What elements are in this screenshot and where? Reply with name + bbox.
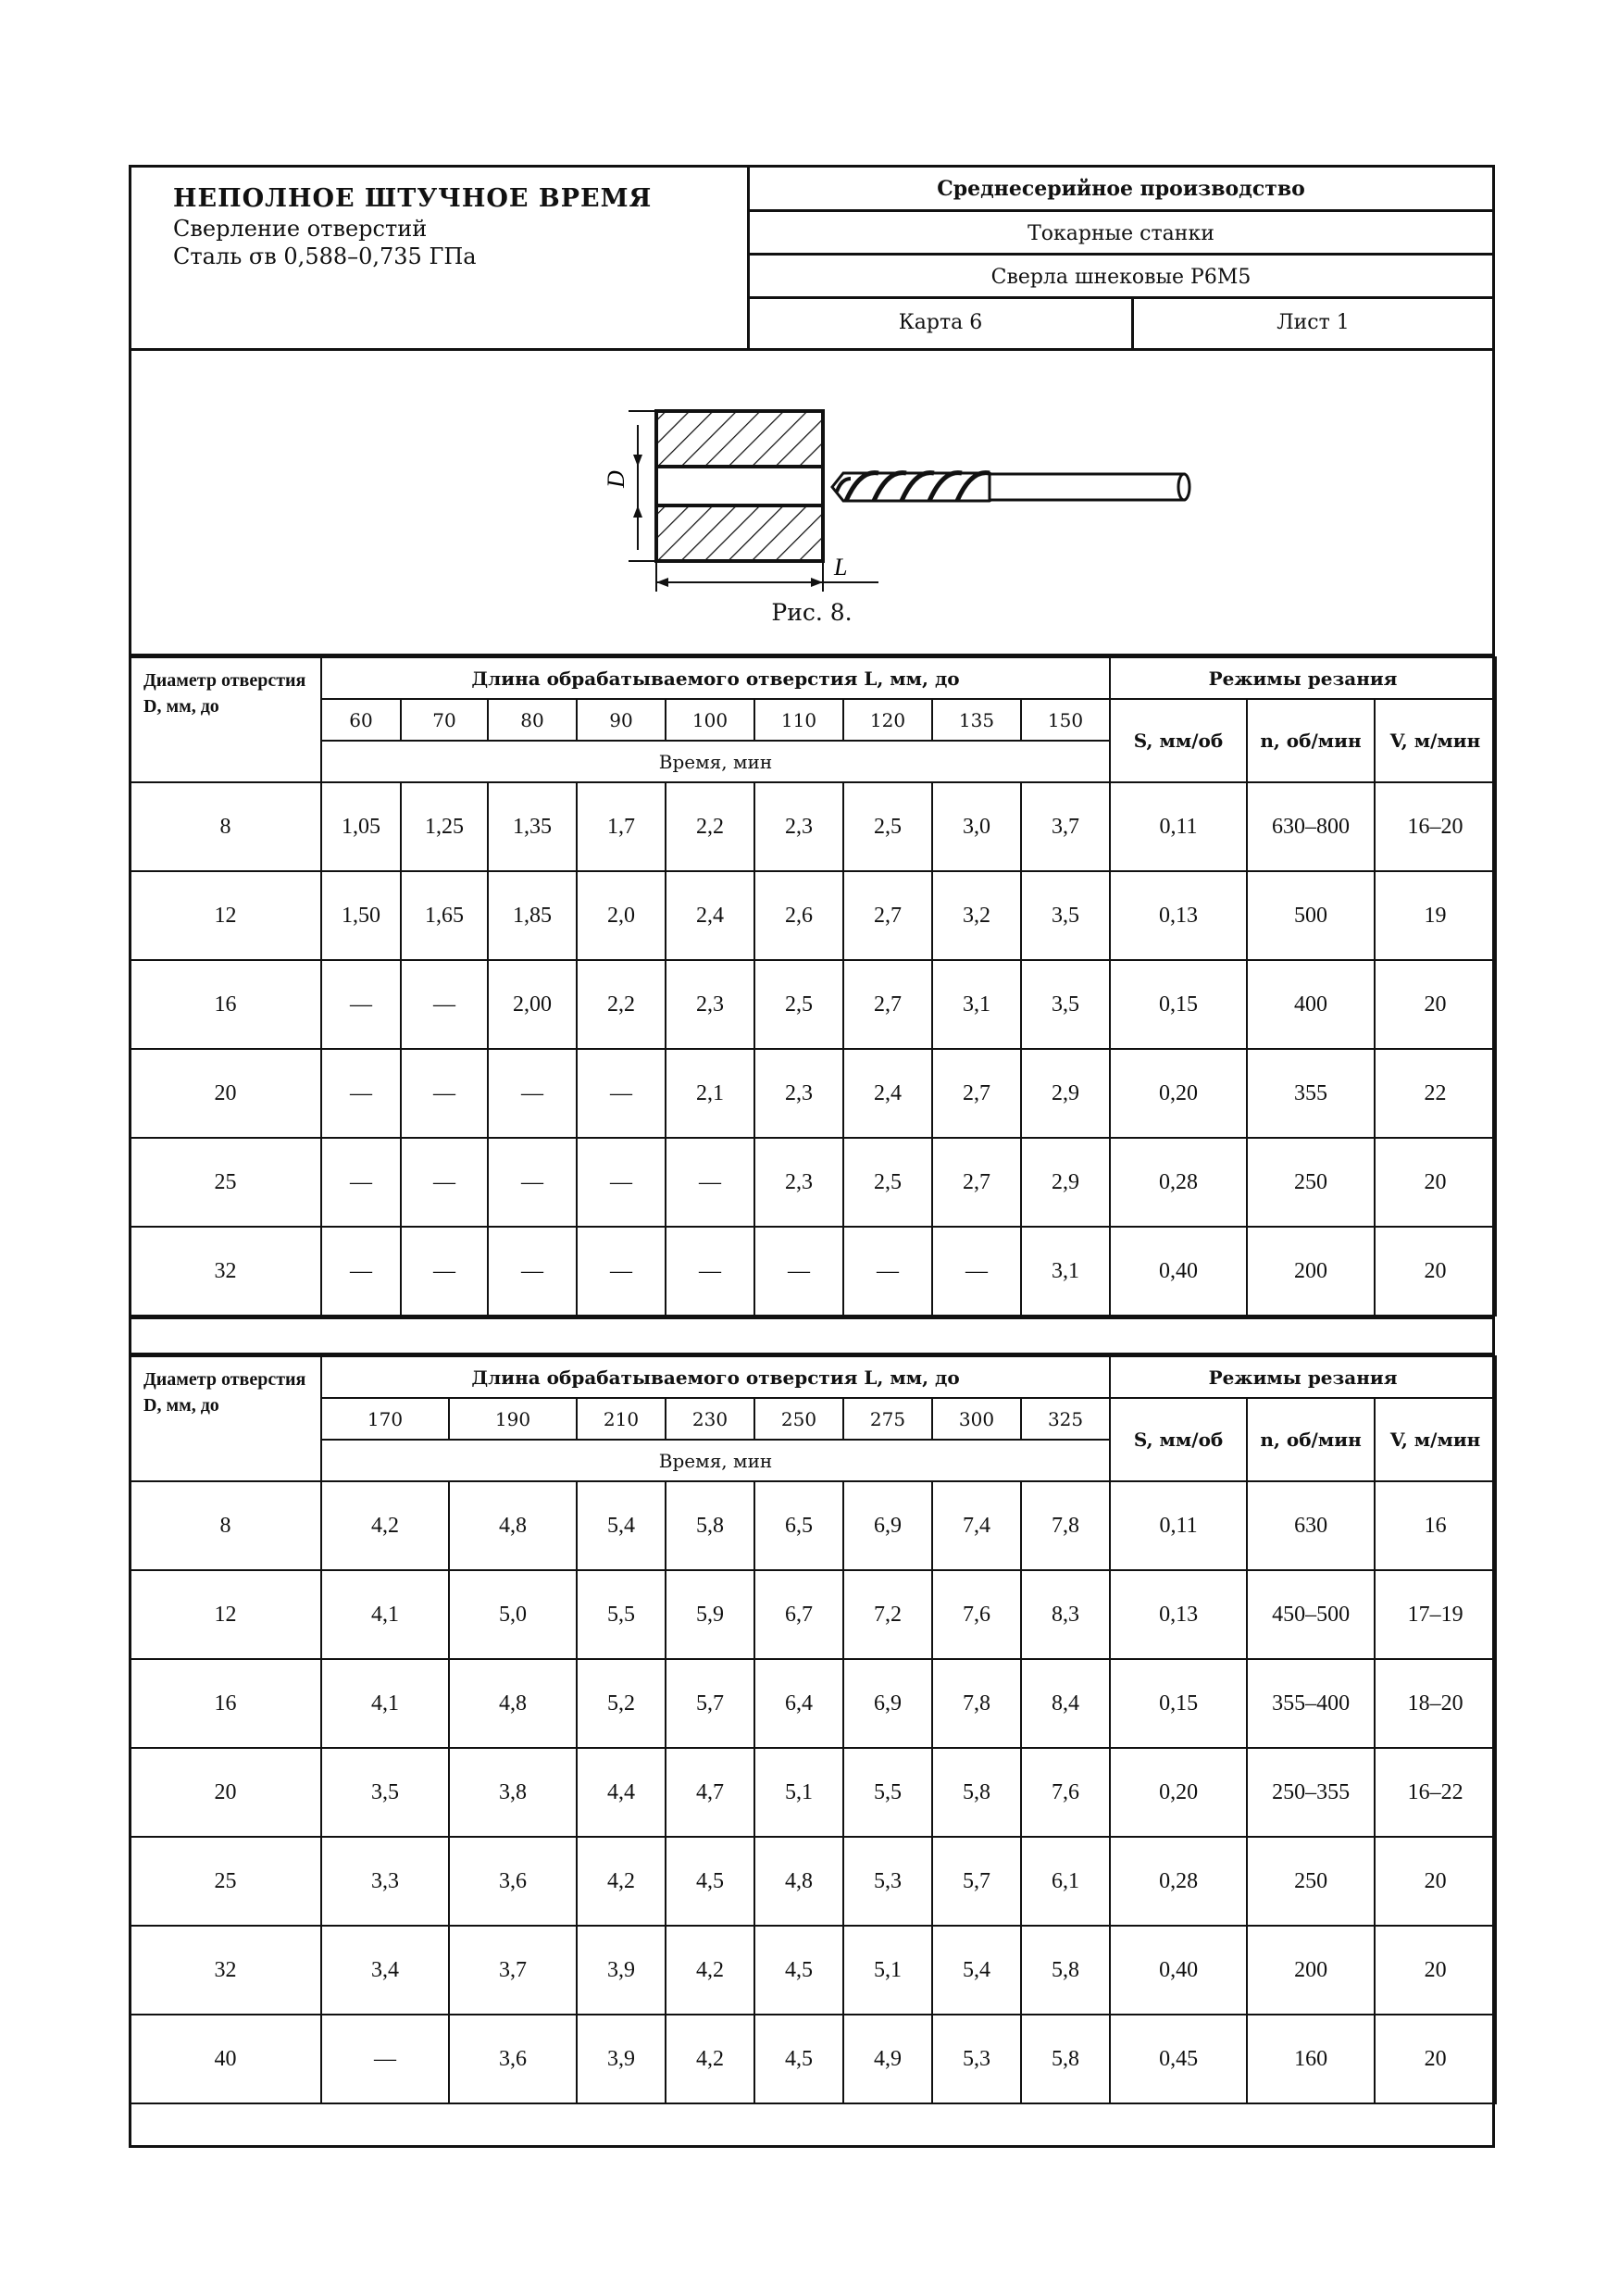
time-cell: 3,7 bbox=[449, 1926, 577, 2015]
table-row bbox=[130, 1227, 1496, 1316]
diameter-cell: 16 bbox=[130, 960, 321, 1049]
time-cell: 3,6 bbox=[449, 2015, 577, 2103]
feed-cell: 0,15 bbox=[1110, 1659, 1247, 1748]
time-cell: 8,4 bbox=[1021, 1659, 1110, 1748]
mode-col-n: n, об/мин bbox=[1247, 699, 1375, 782]
table-row bbox=[130, 2015, 1496, 2103]
drill-diagram bbox=[471, 369, 1304, 592]
time-cell: — bbox=[321, 960, 401, 1049]
table-row bbox=[130, 1837, 1496, 1926]
mode-col-v: V, м/мин bbox=[1375, 1398, 1496, 1481]
time-cell: 2,3 bbox=[754, 1138, 843, 1227]
time-cell: 7,8 bbox=[932, 1659, 1021, 1748]
cutting-speed-cell: 20 bbox=[1375, 1926, 1496, 2015]
time-cell: 5,8 bbox=[666, 1481, 754, 1570]
material-text: Сталь σв 0,588–0,735 ГПа bbox=[173, 243, 477, 269]
time-cell: — bbox=[401, 1227, 488, 1316]
doc-title: НЕПОЛНОЕ ШТУЧНОЕ ВРЕМЯ bbox=[173, 184, 653, 213]
table-row bbox=[130, 782, 1496, 871]
time-cell: 4,5 bbox=[754, 1926, 843, 2015]
time-cell: 2,7 bbox=[932, 1049, 1021, 1138]
time-cell: 2,3 bbox=[754, 1049, 843, 1138]
time-cell: 5,3 bbox=[932, 2015, 1021, 2103]
time-cell: 2,9 bbox=[1021, 1138, 1110, 1227]
feed-cell: 0,13 bbox=[1110, 1570, 1247, 1659]
length-header: Длина обрабатываемого отверстия L, мм, до bbox=[321, 1356, 1110, 1398]
length-value: 275 bbox=[843, 1398, 932, 1440]
feed-cell: 0,28 bbox=[1110, 1837, 1247, 1926]
feed-cell: 0,45 bbox=[1110, 2015, 1247, 2103]
time-cell: 4,7 bbox=[666, 1748, 754, 1837]
table-row bbox=[130, 1748, 1496, 1837]
table-header-row bbox=[130, 1356, 1496, 1398]
length-value: 300 bbox=[932, 1398, 1021, 1440]
feed-cell: 0,15 bbox=[1110, 960, 1247, 1049]
mode-col-s: S, мм/об bbox=[1110, 1398, 1247, 1481]
length-value: 250 bbox=[754, 1398, 843, 1440]
cutting-speed-cell: 20 bbox=[1375, 1837, 1496, 1926]
time-table-1 bbox=[129, 656, 1497, 1316]
time-cell: — bbox=[932, 1227, 1021, 1316]
diameter-header: Диаметр отверстия D, мм, до bbox=[130, 1356, 321, 1481]
speed-rpm-cell: 355 bbox=[1247, 1049, 1375, 1138]
time-cell: 2,1 bbox=[666, 1049, 754, 1138]
length-values-row bbox=[130, 699, 1496, 741]
length-values-row bbox=[130, 1398, 1496, 1440]
time-cell: 2,3 bbox=[754, 782, 843, 871]
time-cell: 2,5 bbox=[843, 1138, 932, 1227]
diameter-cell: 25 bbox=[130, 1837, 321, 1926]
cutting-speed-cell: 22 bbox=[1375, 1049, 1496, 1138]
speed-rpm-cell: 355–400 bbox=[1247, 1659, 1375, 1748]
time-cell: — bbox=[321, 1227, 401, 1316]
time-cell: 4,2 bbox=[666, 2015, 754, 2103]
time-cell: 6,1 bbox=[1021, 1837, 1110, 1926]
diameter-cell: 32 bbox=[130, 1926, 321, 2015]
cutting-speed-cell: 16 bbox=[1375, 1481, 1496, 1570]
cutting-speed-cell: 20 bbox=[1375, 1227, 1496, 1316]
time-cell: 5,8 bbox=[932, 1748, 1021, 1837]
length-header: Длина обрабатываемого отверстия L, мм, до bbox=[321, 657, 1110, 699]
table-body bbox=[130, 782, 1496, 1316]
time-cell: 7,8 bbox=[1021, 1481, 1110, 1570]
length-value: 325 bbox=[1021, 1398, 1110, 1440]
feed-cell: 0,11 bbox=[1110, 782, 1247, 871]
length-value: 190 bbox=[449, 1398, 577, 1440]
time-cell: 3,9 bbox=[577, 2015, 666, 2103]
table-row bbox=[130, 960, 1496, 1049]
time-cell: 4,9 bbox=[843, 2015, 932, 2103]
auger-drill bbox=[832, 473, 1189, 501]
length-value: 70 bbox=[401, 699, 488, 741]
diameter-cell: 16 bbox=[130, 1659, 321, 1748]
time-cell: 1,50 bbox=[321, 871, 401, 960]
table-row bbox=[130, 1049, 1496, 1138]
feed-cell: 0,40 bbox=[1110, 1926, 1247, 2015]
time-cell: 3,5 bbox=[1021, 960, 1110, 1049]
mode-col-s: S, мм/об bbox=[1110, 699, 1247, 782]
time-cell: — bbox=[321, 1138, 401, 1227]
time-cell: — bbox=[401, 960, 488, 1049]
time-cell: 5,1 bbox=[843, 1926, 932, 2015]
table-row bbox=[130, 1481, 1496, 1570]
time-cell: 4,5 bbox=[754, 2015, 843, 2103]
time-cell: 2,2 bbox=[666, 782, 754, 871]
cutting-speed-cell: 19 bbox=[1375, 871, 1496, 960]
time-cell: 2,9 bbox=[1021, 1049, 1110, 1138]
time-cell: 2,0 bbox=[577, 871, 666, 960]
time-header: Время, мин bbox=[321, 741, 1110, 782]
time-cell: 3,3 bbox=[321, 1837, 449, 1926]
time-cell: 5,4 bbox=[577, 1481, 666, 1570]
time-cell: 4,8 bbox=[754, 1837, 843, 1926]
diameter-cell: 12 bbox=[130, 1570, 321, 1659]
feed-cell: 0,11 bbox=[1110, 1481, 1247, 1570]
time-cell: 7,2 bbox=[843, 1570, 932, 1659]
speed-rpm-cell: 630–800 bbox=[1247, 782, 1375, 871]
cutting-speed-cell: 20 bbox=[1375, 960, 1496, 1049]
time-cell: 7,6 bbox=[1021, 1748, 1110, 1837]
time-cell: 1,25 bbox=[401, 782, 488, 871]
cutting-speed-cell: 18–20 bbox=[1375, 1659, 1496, 1748]
time-cell: 5,5 bbox=[577, 1570, 666, 1659]
time-cell: 2,7 bbox=[843, 871, 932, 960]
speed-rpm-cell: 630 bbox=[1247, 1481, 1375, 1570]
figure-caption: Рис. 8. bbox=[771, 599, 853, 626]
length-value: 150 bbox=[1021, 699, 1110, 741]
speed-rpm-cell: 450–500 bbox=[1247, 1570, 1375, 1659]
table-row bbox=[130, 871, 1496, 960]
dimension-d bbox=[603, 411, 656, 561]
time-cell: 2,3 bbox=[666, 960, 754, 1049]
card-number: Карта 6 bbox=[898, 311, 983, 334]
header-block bbox=[129, 165, 1495, 351]
sheet-number: Лист 1 bbox=[1277, 311, 1350, 334]
mode-col-n: n, об/мин bbox=[1247, 1398, 1375, 1481]
modes-header: Режимы резания bbox=[1110, 1356, 1496, 1398]
time-cell: 2,6 bbox=[754, 871, 843, 960]
time-cell: 4,5 bbox=[666, 1837, 754, 1926]
time-cell: — bbox=[488, 1138, 577, 1227]
time-cell: 5,5 bbox=[843, 1748, 932, 1837]
time-cell: 4,2 bbox=[666, 1926, 754, 2015]
length-value: 110 bbox=[754, 699, 843, 741]
time-cell: 2,5 bbox=[843, 782, 932, 871]
length-value: 60 bbox=[321, 699, 401, 741]
diameter-cell: 40 bbox=[130, 2015, 321, 2103]
time-cell: 3,8 bbox=[449, 1748, 577, 1837]
feed-cell: 0,40 bbox=[1110, 1227, 1247, 1316]
length-value: 90 bbox=[577, 699, 666, 741]
table-separator bbox=[129, 1316, 1495, 1355]
time-cell: 1,05 bbox=[321, 782, 401, 871]
cutting-speed-cell: 17–19 bbox=[1375, 1570, 1496, 1659]
time-cell: 2,2 bbox=[577, 960, 666, 1049]
length-value: 100 bbox=[666, 699, 754, 741]
cutting-speed-cell: 20 bbox=[1375, 2015, 1496, 2103]
table-header-row bbox=[130, 657, 1496, 699]
time-cell: 4,8 bbox=[449, 1481, 577, 1570]
time-cell: 2,4 bbox=[666, 871, 754, 960]
diameter-cell: 12 bbox=[130, 871, 321, 960]
time-cell: 5,1 bbox=[754, 1748, 843, 1837]
time-cell: 2,7 bbox=[932, 1138, 1021, 1227]
time-cell: 2,4 bbox=[843, 1049, 932, 1138]
time-cell: 5,2 bbox=[577, 1659, 666, 1748]
feed-cell: 0,20 bbox=[1110, 1748, 1247, 1837]
time-cell: — bbox=[401, 1138, 488, 1227]
card-sheet-row bbox=[750, 299, 1492, 348]
time-cell: — bbox=[843, 1227, 932, 1316]
production-type: Среднесерийное производство bbox=[750, 165, 1492, 212]
tool-type: Сверла шнековые Р6М5 bbox=[750, 256, 1492, 299]
time-cell: — bbox=[666, 1138, 754, 1227]
length-value: 230 bbox=[666, 1398, 754, 1440]
time-cell: 4,1 bbox=[321, 1659, 449, 1748]
header-left bbox=[173, 183, 821, 270]
cutting-speed-cell: 16–20 bbox=[1375, 782, 1496, 871]
time-cell: 7,6 bbox=[932, 1570, 1021, 1659]
operation-text: Сверление отверстий bbox=[173, 216, 428, 242]
time-cell: 5,3 bbox=[843, 1837, 932, 1926]
speed-rpm-cell: 400 bbox=[1247, 960, 1375, 1049]
time-cell: 4,4 bbox=[577, 1748, 666, 1837]
cutting-speed-cell: 16–22 bbox=[1375, 1748, 1496, 1837]
diameter-header: Диаметр отверстия D, мм, до bbox=[130, 657, 321, 782]
time-cell: 3,5 bbox=[1021, 871, 1110, 960]
time-cell: 5,0 bbox=[449, 1570, 577, 1659]
time-cell: 6,9 bbox=[843, 1481, 932, 1570]
time-cell: 8,3 bbox=[1021, 1570, 1110, 1659]
speed-rpm-cell: 500 bbox=[1247, 871, 1375, 960]
time-cell: 1,65 bbox=[401, 871, 488, 960]
speed-rpm-cell: 250 bbox=[1247, 1138, 1375, 1227]
time-cell: 6,9 bbox=[843, 1659, 932, 1748]
cutting-speed-cell: 20 bbox=[1375, 1138, 1496, 1227]
time-cell: 4,2 bbox=[577, 1837, 666, 1926]
diameter-cell: 8 bbox=[130, 782, 321, 871]
time-cell: — bbox=[321, 2015, 449, 2103]
time-cell: — bbox=[577, 1138, 666, 1227]
table-row bbox=[130, 1926, 1496, 2015]
length-value: 135 bbox=[932, 699, 1021, 741]
feed-cell: 0,20 bbox=[1110, 1049, 1247, 1138]
feed-cell: 0,13 bbox=[1110, 871, 1247, 960]
diameter-cell: 20 bbox=[130, 1049, 321, 1138]
time-cell: 2,5 bbox=[754, 960, 843, 1049]
time-cell: 4,8 bbox=[449, 1659, 577, 1748]
time-cell: — bbox=[577, 1049, 666, 1138]
speed-rpm-cell: 160 bbox=[1247, 2015, 1375, 2103]
machine-type: Токарные станки bbox=[750, 212, 1492, 256]
time-cell: 2,7 bbox=[843, 960, 932, 1049]
time-cell: 3,2 bbox=[932, 871, 1021, 960]
time-table-2 bbox=[129, 1355, 1497, 2104]
time-cell: — bbox=[401, 1049, 488, 1138]
speed-rpm-cell: 200 bbox=[1247, 1926, 1375, 2015]
length-value: 170 bbox=[321, 1398, 449, 1440]
time-cell: — bbox=[577, 1227, 666, 1316]
time-cell: — bbox=[666, 1227, 754, 1316]
time-cell: 3,6 bbox=[449, 1837, 577, 1926]
diameter-cell: 20 bbox=[130, 1748, 321, 1837]
time-cell: — bbox=[488, 1227, 577, 1316]
length-value: 210 bbox=[577, 1398, 666, 1440]
time-cell: 3,1 bbox=[932, 960, 1021, 1049]
time-cell: 2,00 bbox=[488, 960, 577, 1049]
length-value: 120 bbox=[843, 699, 932, 741]
time-cell: 3,4 bbox=[321, 1926, 449, 2015]
speed-rpm-cell: 250–355 bbox=[1247, 1748, 1375, 1837]
time-cell: 1,7 bbox=[577, 782, 666, 871]
time-cell: 6,5 bbox=[754, 1481, 843, 1570]
time-cell: — bbox=[488, 1049, 577, 1138]
diameter-cell: 25 bbox=[130, 1138, 321, 1227]
time-cell: 5,8 bbox=[1021, 1926, 1110, 2015]
mode-col-v: V, м/мин bbox=[1375, 699, 1496, 782]
table-row bbox=[130, 1570, 1496, 1659]
time-cell: 6,7 bbox=[754, 1570, 843, 1659]
time-cell: 3,0 bbox=[932, 782, 1021, 871]
figure-block bbox=[129, 351, 1495, 656]
dimension-d-label: D bbox=[603, 470, 629, 488]
time-cell: 3,1 bbox=[1021, 1227, 1110, 1316]
length-value: 80 bbox=[488, 699, 577, 741]
table-row bbox=[130, 1138, 1496, 1227]
time-cell: 3,5 bbox=[321, 1748, 449, 1837]
dimension-l-label: L bbox=[834, 554, 848, 580]
time-cell: 1,35 bbox=[488, 782, 577, 871]
workpiece bbox=[656, 411, 823, 561]
time-header: Время, мин bbox=[321, 1440, 1110, 1481]
speed-rpm-cell: 200 bbox=[1247, 1227, 1375, 1316]
time-cell: 7,4 bbox=[932, 1481, 1021, 1570]
time-cell: 5,7 bbox=[666, 1659, 754, 1748]
time-cell: 3,9 bbox=[577, 1926, 666, 2015]
diameter-cell: 32 bbox=[130, 1227, 321, 1316]
time-cell: — bbox=[754, 1227, 843, 1316]
table-body bbox=[130, 1481, 1496, 2103]
time-cell: 5,4 bbox=[932, 1926, 1021, 2015]
time-cell: 4,2 bbox=[321, 1481, 449, 1570]
time-cell: — bbox=[321, 1049, 401, 1138]
time-cell: 4,1 bbox=[321, 1570, 449, 1659]
time-cell: 3,7 bbox=[1021, 782, 1110, 871]
time-cell: 5,7 bbox=[932, 1837, 1021, 1926]
table-row bbox=[130, 1659, 1496, 1748]
time-cell: 1,85 bbox=[488, 871, 577, 960]
time-cell: 5,8 bbox=[1021, 2015, 1110, 2103]
diameter-cell: 8 bbox=[130, 1481, 321, 1570]
modes-header: Режимы резания bbox=[1110, 657, 1496, 699]
time-cell: 6,4 bbox=[754, 1659, 843, 1748]
speed-rpm-cell: 250 bbox=[1247, 1837, 1375, 1926]
feed-cell: 0,28 bbox=[1110, 1138, 1247, 1227]
time-cell: 5,9 bbox=[666, 1570, 754, 1659]
